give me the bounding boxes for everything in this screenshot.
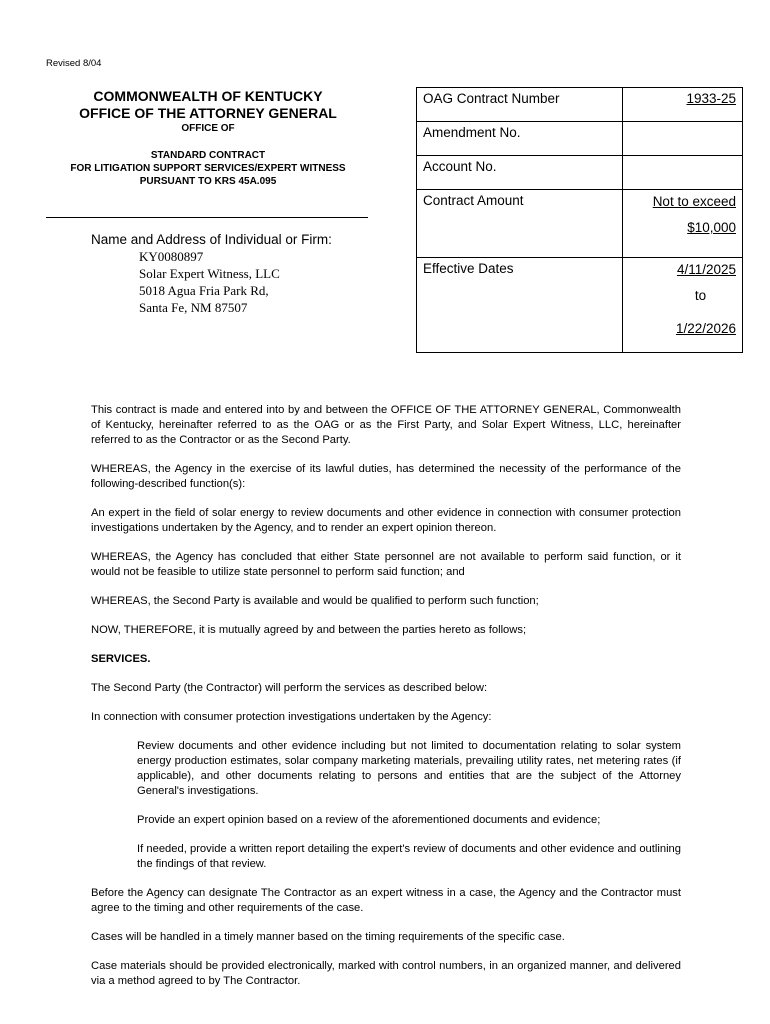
party-name: Solar Expert Witness, LLC (139, 266, 280, 281)
whereas-personnel: WHEREAS, the Agency has concluded that either State personnel are not available to perform said function, or it would not be feasible to utilize state personnel to perform said function; and (91, 551, 681, 578)
service-expert-opinion: Provide an expert opinion based on a review of the aforementioned documents and evidence; (137, 814, 601, 826)
signature-rule (46, 217, 368, 218)
whereas-necessity: WHEREAS, the Agency in the exercise of its lawful duties, has determined the necessity of the performance of the following-described function(s): (91, 463, 681, 490)
row-amount (417, 190, 743, 258)
dates-label: Effective Dates (417, 258, 623, 353)
contract-number-value: 1933-25 (686, 91, 736, 106)
party-id: KY0080897 (139, 249, 204, 264)
row-amendment (417, 122, 743, 156)
header-statute: PURSUANT TO KRS 45A.095 (139, 176, 277, 187)
header-office: OFFICE OF THE ATTORNEY GENERAL (79, 105, 337, 121)
function-description: An expert in the field of solar energy to review documents and other evidence in connection with consumer protection investigations undertaken by the Agency, and to render an expert opinion thereon. (91, 507, 681, 534)
contract-info-table (416, 87, 743, 353)
amendment-label: Amendment No. (417, 122, 623, 156)
account-label: Account No. (417, 156, 623, 190)
expert-designation: Before the Agency can designate The Contractor as an expert witness in a case, the Agency and the Contractor must agree to the timing and other requirements of the case. (91, 887, 681, 914)
row-account (417, 156, 743, 190)
date-end: 1/22/2026 (675, 321, 736, 336)
case-materials: Case materials should be provided electronically, marked with control numbers, in an organized manner, and delivered via a method agreed to by The Contractor. (91, 960, 681, 987)
dates-value (623, 258, 743, 353)
date-to: to (694, 288, 707, 303)
services-intro: The Second Party (the Contractor) will perform the services as described below: (91, 682, 488, 694)
service-written-report: If needed, provide a written report detailing the expert's review of documents and other evidence and outlining the findings of that review. (137, 843, 681, 870)
date-start: 4/11/2025 (676, 262, 736, 277)
now-therefore: NOW, THEREFORE, it is mutually agreed by and between the parties hereto as follows; (91, 624, 527, 636)
services-heading: SERVICES. (91, 653, 151, 665)
party-city: Santa Fe, NM 87507 (139, 300, 248, 315)
party-address (139, 248, 280, 316)
intro-paragraph: This contract is made and entered into by and between the OFFICE OF THE ATTORNEY GENERAL, Commonwealth of Kentucky, hereinafter referred to as the OAG or as the First Party, and Solar Expert Witness, LLC, hereinafter referred to as the Contractor or as the Second Party. (91, 404, 681, 446)
amount-value (623, 190, 743, 258)
party-label: Name and Address of Individual or Firm: (91, 232, 332, 247)
whereas-available: WHEREAS, the Second Party is available and would be qualified to perform such function; (91, 595, 539, 607)
header-litigation-support: FOR LITIGATION SUPPORT SERVICES/EXPERT WITNESS (70, 163, 346, 174)
header-commonwealth: COMMONWEALTH OF KENTUCKY (93, 88, 323, 104)
header-office-of: OFFICE OF (181, 123, 235, 134)
amount-label: Contract Amount (417, 190, 623, 258)
header-standard-contract: STANDARD CONTRACT (150, 150, 266, 161)
row-contract-number (417, 88, 743, 122)
party-street: 5018 Agua Fria Park Rd, (139, 283, 269, 298)
services-context: In connection with consumer protection investigations undertaken by the Agency: (91, 711, 492, 723)
contract-number-label: OAG Contract Number (417, 88, 623, 122)
document-header (46, 88, 370, 188)
timely-cases: Cases will be handled in a timely manner based on the timing requirements of the specific case. (91, 931, 565, 943)
contract-body (91, 403, 681, 1003)
amendment-value (623, 122, 743, 156)
account-value (623, 156, 743, 190)
row-dates (417, 258, 743, 353)
revision-note: Revised 8/04 (46, 58, 102, 69)
service-review-documents: Review documents and other evidence including but not limited to documentation relating to solar system energy production estimates, solar company marketing materials, prevailing utility rates, net metering rates (if applicable), and other documents relating to persons and entities that are the subject of the Attorney General's investigations. (137, 740, 681, 797)
amount-line1: Not to exceed (652, 194, 736, 209)
amount-line2: $10,000 (687, 220, 736, 235)
